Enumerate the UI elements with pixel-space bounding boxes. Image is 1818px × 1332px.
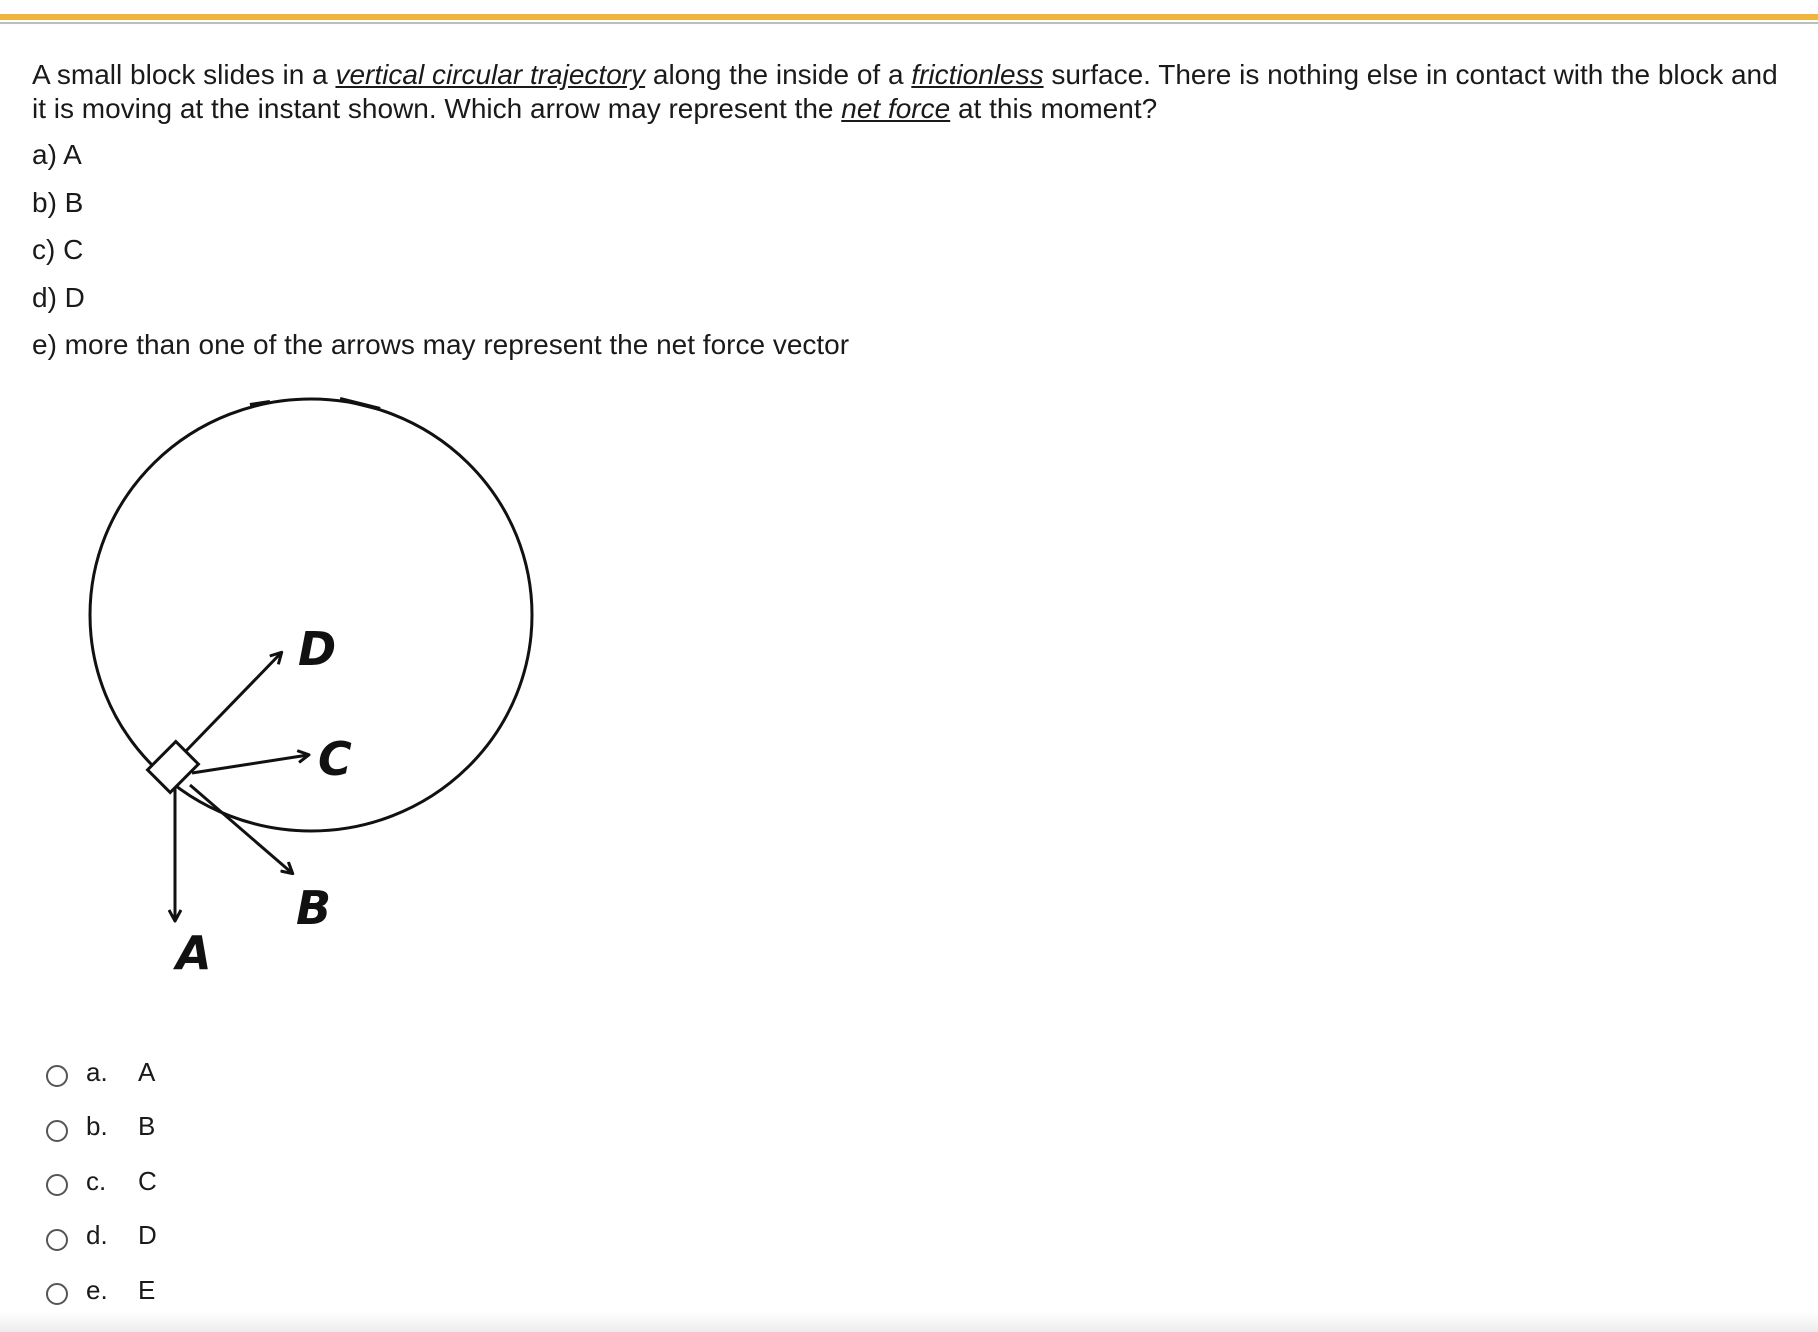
answer-option-c[interactable] xyxy=(46,1154,157,1209)
page-bottom-edge xyxy=(0,1312,1818,1332)
label-a: A xyxy=(176,926,212,980)
answer-letter: d. xyxy=(86,1220,108,1251)
emphasis-frictionless: frictionless xyxy=(911,59,1044,90)
answer-option-d[interactable] xyxy=(46,1209,157,1264)
answer-option-e[interactable] xyxy=(46,1263,157,1318)
answer-value: D xyxy=(138,1220,157,1251)
header-rule xyxy=(0,0,1818,30)
answer-letter: e. xyxy=(86,1274,108,1305)
radio-button[interactable] xyxy=(46,1283,68,1305)
answer-value: B xyxy=(138,1111,156,1142)
arrow-c xyxy=(192,755,308,773)
answer-value: A xyxy=(138,1056,156,1087)
choice-text-c: c) C xyxy=(32,234,84,265)
radio-button[interactable] xyxy=(46,1174,68,1196)
radio-button[interactable] xyxy=(46,1065,68,1087)
radio-button[interactable] xyxy=(46,1120,68,1142)
arrow-d xyxy=(185,653,281,752)
answer-value: C xyxy=(138,1165,157,1196)
choice-list-text xyxy=(32,138,849,376)
question-text: A small block slides in a vertical circular trajectory along the inside of a frictionless surface. There is nothing else in contact with the block and it is moving at the instant shown. Which arrow may represent the net force at this moment? xyxy=(32,59,1778,124)
answer-letter: c. xyxy=(86,1165,107,1196)
answer-value: E xyxy=(138,1274,156,1305)
answer-option-b[interactable] xyxy=(46,1100,157,1155)
emphasis-net-force: net force xyxy=(841,93,951,124)
answer-options xyxy=(46,1045,157,1318)
emphasis-vertical-circular-trajectory: vertical circular trajectory xyxy=(335,59,646,90)
answer-option-a[interactable] xyxy=(46,1045,157,1100)
label-d: D xyxy=(298,622,337,676)
choice-text-e: e) more than one of the arrows may represent the net force vector xyxy=(32,329,850,360)
choice-text-b: b) B xyxy=(32,186,84,218)
label-b: B xyxy=(296,881,332,935)
circular-track-diagram xyxy=(60,380,620,1000)
radio-button[interactable] xyxy=(46,1229,68,1251)
divider-line xyxy=(0,22,1818,24)
accent-bar xyxy=(0,14,1818,20)
label-c: C xyxy=(318,732,352,786)
answer-letter: b. xyxy=(86,1111,108,1142)
choice-text-a: a) A xyxy=(32,139,82,170)
answer-letter: a. xyxy=(86,1056,108,1087)
choice-text-d: d) D xyxy=(32,281,85,313)
